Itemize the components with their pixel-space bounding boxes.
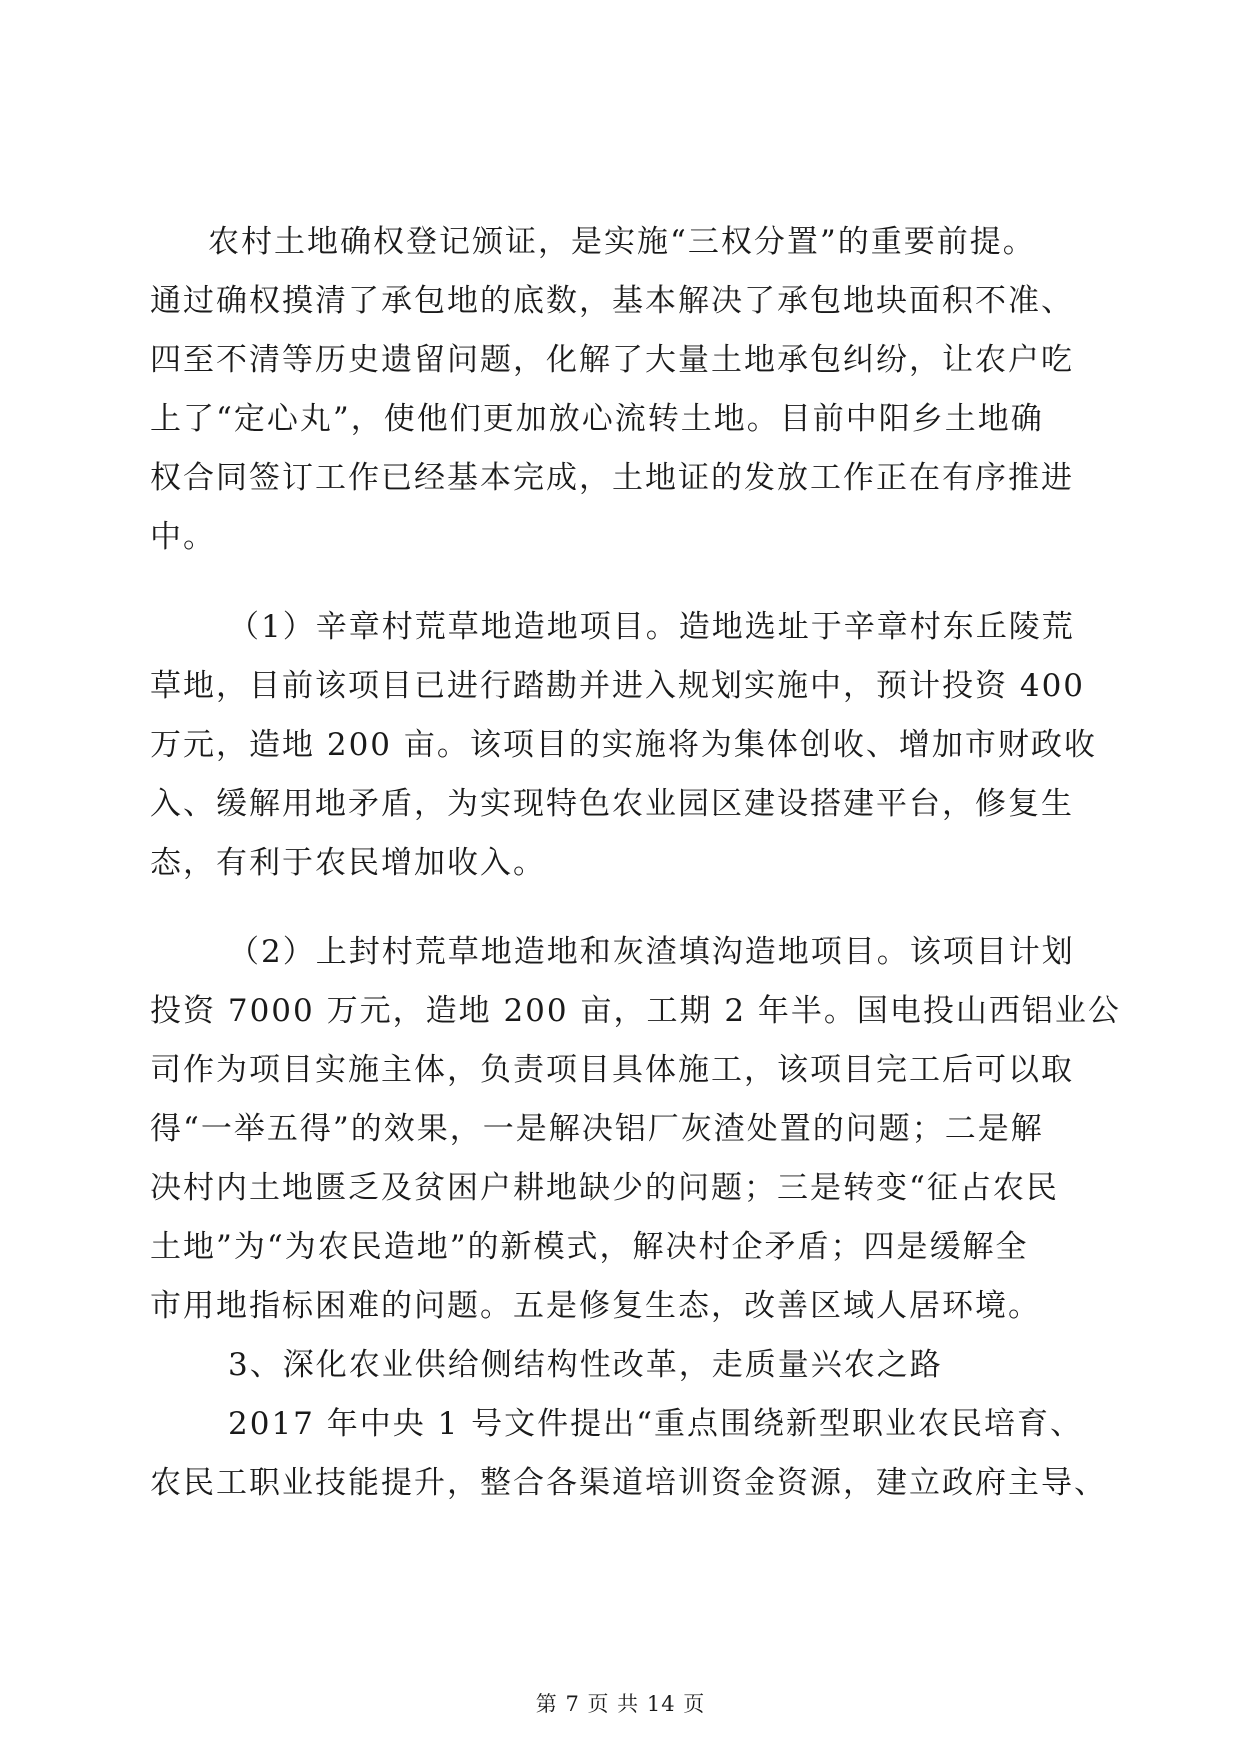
text-line: 上了“定心丸”，使他们更加放心流转土地。目前中阳乡土地确 xyxy=(150,401,1044,437)
text-line: （1）辛章村荒草地造地项目。造地选址于辛章村东丘陵荒 xyxy=(228,609,1075,645)
page-number: 第 7 页 共 14 页 xyxy=(535,1692,706,1716)
text-line: 得“一举五得”的效果，一是解决铝厂灰渣处置的问题；二是解 xyxy=(150,1111,1044,1147)
text-line: 市用地指标困难的问题。五是修复生态，改善区域人居环境。 xyxy=(150,1288,1041,1324)
text-line: 通过确权摸清了承包地的底数，基本解决了承包地块面积不准、 xyxy=(150,283,1074,319)
text-line: 农村土地确权登记颁证，是实施“三权分置”的重要前提。 xyxy=(208,224,1036,260)
text-line: 司作为项目实施主体，负责项目具体施工，该项目完工后可以取 xyxy=(150,1052,1074,1088)
text-line: 入、缓解用地矛盾，为实现特色农业园区建设搭建平台，修复生 xyxy=(150,786,1074,822)
text-line: 万元，造地 200 亩。该项目的实施将为集体创收、增加市财政收 xyxy=(150,727,1097,763)
text-line: （2）上封村荒草地造地和灰渣填沟造地项目。该项目计划 xyxy=(228,934,1075,970)
text-line: 决村内土地匮乏及贫困户耕地缺少的问题；三是转变“征占农民 xyxy=(150,1170,1059,1206)
text-line: 权合同签订工作已经基本完成，土地证的发放工作正在有序推进 xyxy=(150,460,1074,496)
text-line: 投资 7000 万元，造地 200 亩，工期 2 年半。国电投山西铝业公 xyxy=(150,993,1121,1029)
text-line: 四至不清等历史遗留问题，化解了大量土地承包纠纷，让农户吃 xyxy=(150,342,1074,378)
section-heading: 3、深化农业供给侧结构性改革，走质量兴农之路 xyxy=(228,1347,943,1383)
text-line: 2017 年中央 1 号文件提出“重点围绕新型职业农民培育、 xyxy=(228,1406,1084,1442)
text-line: 草地，目前该项目已进行踏勘并进入规划实施中，预计投资 400 xyxy=(150,668,1086,704)
text-line: 中。 xyxy=(150,519,216,555)
text-line: 土地”为“为农民造地”的新模式，解决村企矛盾；四是缓解全 xyxy=(150,1229,1029,1265)
text-line: 农民工职业技能提升，整合各渠道培训资金资源，建立政府主导、 xyxy=(150,1465,1107,1501)
text-line: 态，有利于农民增加收入。 xyxy=(150,845,546,881)
